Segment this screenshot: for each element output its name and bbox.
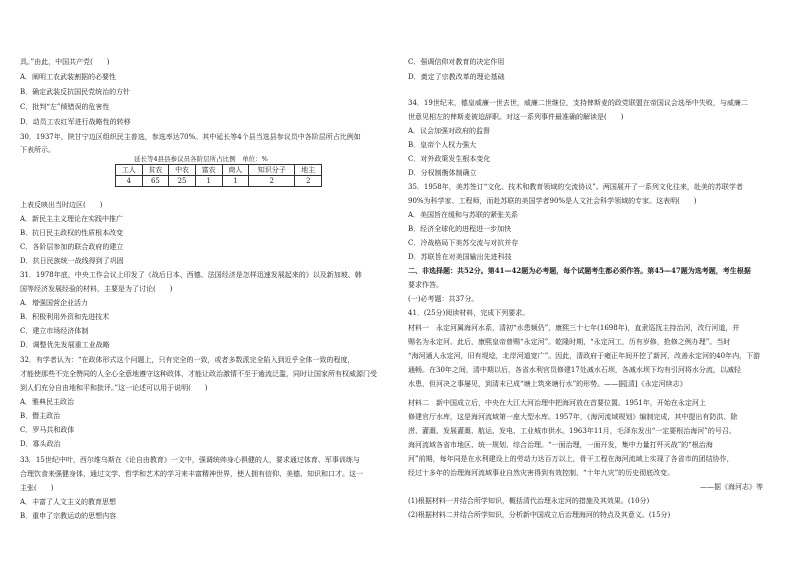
option-c: C．罗马共和政体: [20, 426, 75, 434]
question-33-cont: 主张( ): [20, 484, 54, 492]
material-one-cont: “海河通人永定河，旧有堤埝，北岸河道宽广”。因此，清政府于雍正年间开挖了新河，改善永定河的40年内，下游: [408, 352, 761, 360]
table-row: [116, 176, 322, 187]
question-34: 34．19世纪末，德皇威廉一世去世，威廉二世继位，支持俾斯麦的政党联盟在帝国议会选举中失败，与威廉二: [408, 99, 748, 107]
table-cell: 2: [295, 176, 322, 187]
option-c: C．建立市场经济体制: [20, 327, 89, 335]
material-two-cont: 海河流域各省市地区、统一规划、综合治理。“一面治理，一面开发，集中力量打歼灭战”的“根治海: [408, 441, 713, 449]
option-b: B．抗日民主政权的性质根本改变: [20, 229, 124, 237]
table-header-cell: 中农: [169, 165, 196, 176]
option-d: D．苏联旨在对美国输出先进科技: [408, 253, 512, 261]
option-a: A．美国旨在缓和与苏联的紧张关系: [408, 211, 519, 219]
material-one-cont: 通畅。在30年之间，清中期以后，各省水利官员修建17处减水石坝，各减水坝下均有引河将水分流，以减轻: [408, 366, 741, 374]
right-column: [400, 0, 800, 565]
material-two-cont: 涝、灌溉、发展灌溉、航运、发电、工业城市供水。1963年11月，毛泽东发出“一定要根治海河”的号召。: [408, 427, 736, 435]
question-30: 30．1937年，陕甘宁边区组织民主普选，参选率达70%。其中延长等4个县当选县参议员中各阶层所占比例如: [20, 133, 361, 141]
question-33-cont: 合理饮食来强健身体，通过文学、哲学和艺术的学习来丰富精神世界，使人拥有信仰、美德、知识和口才。这一: [20, 470, 363, 478]
table-cell: 25: [169, 176, 196, 187]
table-cell: 65: [142, 176, 169, 187]
question-32: 32．有学者认为：“在政体形式这个问题上，只有完全的一致，或者多数派完全陷入到近乎全体一致的程度，: [20, 356, 355, 364]
option-d: D．奠定了宗教改革的理论基础: [408, 73, 505, 81]
material-one-cont: 赐名为永定河。此后，康熙皇帝曾赐“永定河”。乾隆时期，“永定河工，历有岁修，抢修之例办理”。当时: [408, 338, 731, 346]
table-header-cell: 商人: [222, 165, 249, 176]
option-d: D．调整优先发展重工业战略: [20, 341, 110, 349]
option-a: A．增强国营企业活力: [20, 299, 89, 307]
question-31-cont: 国等经济发展经验的材料，主要是为了讨论( ): [20, 285, 173, 293]
option-b: B．确定武装反抗国民党统治的方针: [20, 88, 131, 96]
table-header-row: [116, 165, 322, 176]
sub-question-1: (1)根据材料一并结合所学知识，概括清代治理永定河的措施及其效果。(10分): [408, 497, 650, 505]
material-two-cont: 经过十多年的治理海河流域事业自然灾害得到有效控制，“十年九灾”的历史彻底改变。: [408, 469, 675, 477]
option-b: B．经济全球化的进程进一步加快: [408, 225, 512, 233]
option-c: C．批判“左”倾错误的危害性: [20, 103, 110, 111]
material-two-cont: 河”前期，每年同是在水利建设上的劳动力达百万以上，骨干工程在海河流域上实现了各省市的团结协作，: [408, 455, 734, 463]
table-cell: 4: [116, 176, 143, 187]
material-two-cont: 修建官厅水库，这是海河流域第一座大型水库。1957年，《海河流域规划》编制完成，其中提出有防洪、除: [408, 413, 738, 421]
table-cell: 2: [249, 176, 295, 187]
material-one: 材料一 永定河属海河水系，清初“水患频仍”，康熙三十七年(1698年)，直隶巡抚主持治河，改行河道，并: [408, 324, 740, 332]
question-32-cont: 到人们充分自由地和平和批评。”这一论述可以用于说明( ): [20, 384, 208, 392]
option-d: D．寡头政治: [20, 440, 61, 448]
option-a: A．新民主主义理论在实践中推广: [20, 215, 124, 223]
section-heading-cont: 要求作答。: [408, 281, 443, 289]
table-header-cell: 工人: [116, 165, 143, 176]
question-35-cont: 90%为科学家、工程师，而赴苏联的美国学者90%是人文社会科学领域的专家。这表明( ): [408, 197, 697, 205]
section-heading: 二、非选择题：共52分。第41—42题为必考题，每个试题考生都必须作答。第45—47题为选考题，考生根据: [408, 266, 751, 275]
table-header-cell: 地主: [295, 165, 322, 176]
material-one-cont: 水患，但河决之事屡见，到清末已成“塘上筑来塘行水”的形势。——据[清]《永定河续志》: [408, 380, 687, 388]
option-b: B．积极利用外资和先进技术: [20, 313, 110, 321]
data-table: [115, 164, 322, 187]
table-header-cell: 知识分子: [249, 165, 295, 176]
question-34-cont: 世意见相左的俾斯麦被迫辞职。对这一系列事件最准确的解读是( ): [408, 113, 624, 121]
option-a: A．议会加强对政府的监督: [408, 127, 491, 135]
subsection-heading: (一)必考题：共37分。: [408, 295, 479, 303]
option-c: C．强调信仰对教育的决定作用: [408, 58, 505, 66]
option-b: B．僭主政治: [20, 412, 61, 420]
option-a: A．阐明工农武装割据的必要性: [20, 73, 117, 81]
material-two: 材料二 新中国成立后，中央在大江大河治理中把海河放在首要位置。1951年，开始在永定河上: [408, 399, 706, 407]
text-line: 具。”由此，中国共产党( ): [20, 58, 110, 66]
question-30-stem: 上表反映出当时边区( ): [20, 201, 103, 209]
source-citation: ——据《海河志》等: [700, 483, 763, 491]
option-d: D．抗日民族统一战线得到了巩固: [20, 257, 124, 265]
question-30-cont: 下表所示。: [20, 146, 55, 154]
option-b: B．重申了宗教运动的思想内容: [20, 512, 117, 520]
table-caption: 延长等4县县参议员各阶层所占比例 单位：%: [134, 155, 268, 163]
question-33: 33．15世纪中叶，西尔维乌斯在《论自由教育》一文中，强调统帅身心俱健的人，要求通过体育、军事训练与: [20, 456, 360, 464]
option-c: C．各阶层参加的联合政府的建立: [20, 243, 124, 251]
sub-question-2: (2)根据材料二并结合所学知识，分析新中国成立后治理海河的特点及其意义。(15分): [408, 511, 671, 519]
question-35: 35．1958年，美苏签订“文化、技术和教育领域的交流协议”。两国展开了一系列文化往来，赴美的苏联学者: [408, 183, 743, 191]
option-a: A．丰富了人文主义的教育思想: [20, 498, 117, 506]
question-31: 31．1978年底，中央工作会议上印发了《战后日本、西德、法国经济是怎样迅速发展起来的》以及新加坡、韩: [20, 271, 362, 279]
table-header-cell: 贫农: [142, 165, 169, 176]
question-32-cont: 才能使那些不完全赞同的人全心全意地遵守这种政体，才能让政治激情不至于逾流泛滥，同时让国家所有权威源门受: [20, 370, 377, 378]
option-d: D．动员工农红军进行战略性的转移: [20, 118, 131, 126]
option-b: B．皇帝个人权力强大: [408, 141, 477, 149]
question-41: 41．(25分)阅读材料，完成下列要求。: [408, 309, 530, 317]
table-cell: 1: [222, 176, 249, 187]
table-header-cell: 富农: [195, 165, 222, 176]
option-c: C．对外政策发生根本变化: [408, 155, 491, 163]
option-d: D．分权制衡体制确立: [408, 169, 477, 177]
option-a: A．雅典民主政治: [20, 398, 75, 406]
table-cell: 1: [195, 176, 222, 187]
option-c: C．冷战格局下美苏交流与对抗并存: [408, 239, 519, 247]
